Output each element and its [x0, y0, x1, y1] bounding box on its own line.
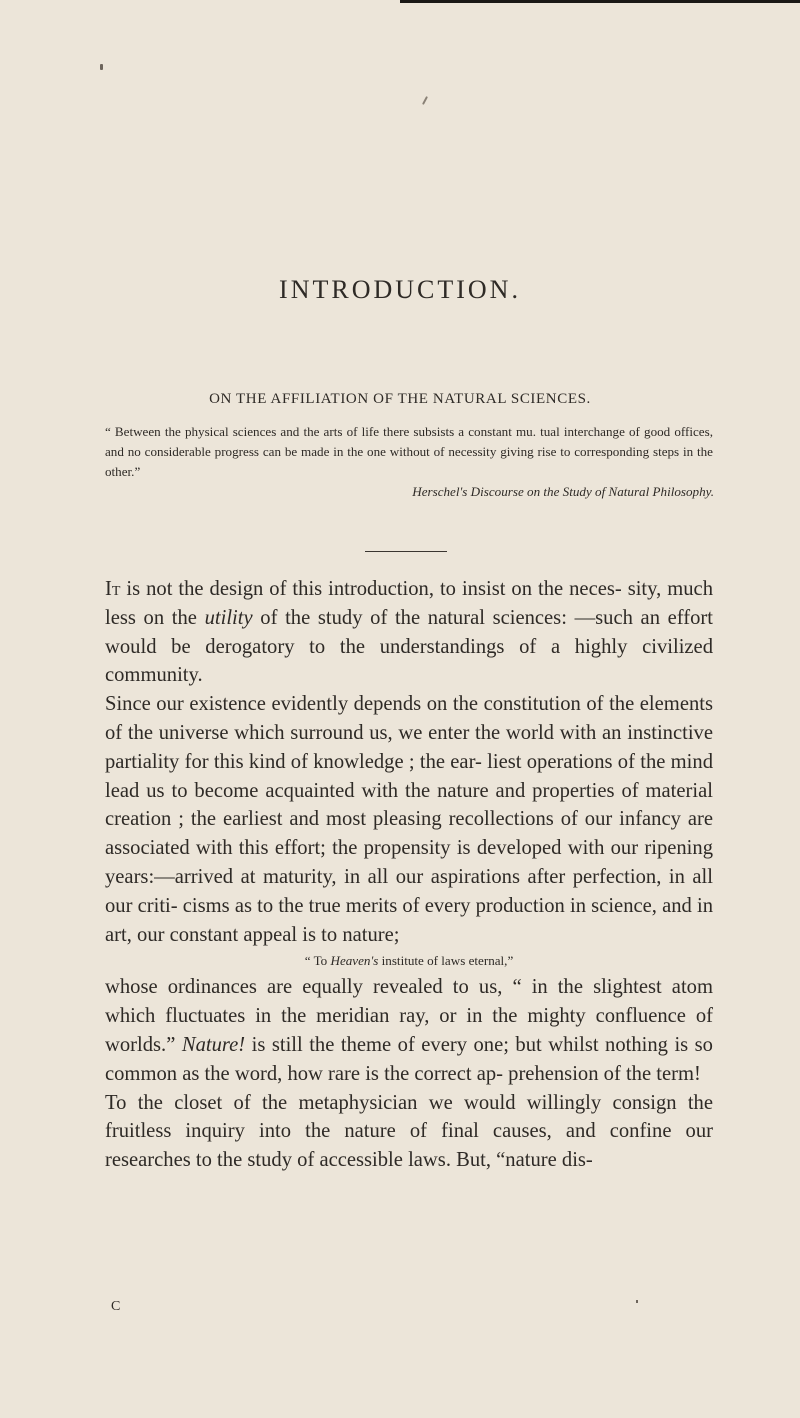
- inline-quote-emphasis: Heaven's: [330, 953, 379, 969]
- ink-speck: [422, 96, 428, 105]
- page-edge-shadow: [400, 0, 800, 3]
- section-divider: [365, 551, 447, 552]
- signature-mark: C: [111, 1299, 121, 1314]
- inline-quote-before: “ To: [304, 953, 331, 969]
- paragraph-4: To the closet of the metaphysician we would willingly consign the fruitless inquiry into the nature of final causes, and confine our researches to the study of accessible laws. But, “nature dis-: [105, 1091, 713, 1172]
- paragraph-1-emphasis: utility: [204, 606, 253, 629]
- ink-speck: [636, 1300, 638, 1303]
- body-text: [105, 575, 713, 1175]
- paragraph-3-text-b: is still the theme of every one; but whilst nothing is so common as the word, how rare is the correct ap- prehension of the term!: [105, 1033, 713, 1085]
- epigraph-text: “ Between the physical sciences and the arts of life there subsists a constant mu. tual interchange of good offices, and no considerable progress can be made in the one without of necessity giving rise to corresponding steps in the other.”: [105, 424, 713, 479]
- epigraph-attribution: Herschel's Discourse on the Study of Natural Philosophy.: [412, 484, 714, 499]
- paragraph-3-text-a: whose ordinances are equally revealed to us, “ in the slightest atom which fluctuates in the meridian ray, or in the mighty confluence of worlds.”: [105, 976, 713, 1056]
- page-subtitle: ON THE AFFILIATION OF THE NATURAL SCIENCES.: [209, 391, 591, 407]
- paragraph-1-text-a: is not the design of this introduction, to insist on the neces- sity, much less on the: [105, 578, 713, 629]
- paragraph-1-text-b: of the study of the natural sciences: —such an effort would be derogatory to the understandings of a highly civilized community.: [105, 606, 714, 687]
- paragraph-3-emphasis: Nature!: [181, 1033, 246, 1056]
- paragraph-3: [105, 973, 713, 1088]
- inline-quote-after: institute of laws eternal,”: [378, 953, 514, 969]
- drop-word: It: [105, 578, 121, 600]
- paragraph-2: Since our existence evidently depends on the constitution of the elements of the universe which surround us, we enter the world with an instinctive partiality for this kind of knowledge ; the ear- liest operations of the mind lead us to become acquainted with the nature and properties of material creation ; the earliest and most pleasing recollections of our infancy are associated with this effort; the propensity is developed with our ripening years:—arrived at maturity, in all our aspirations after perfection, in all our criti- cisms as to the true merits of every production in science, and in art, our constant appeal is to nature;: [105, 693, 713, 946]
- page-title: INTRODUCTION.: [279, 275, 521, 304]
- paragraph-1: [105, 575, 713, 690]
- inline-quote: [105, 949, 713, 973]
- ink-speck: [100, 64, 103, 70]
